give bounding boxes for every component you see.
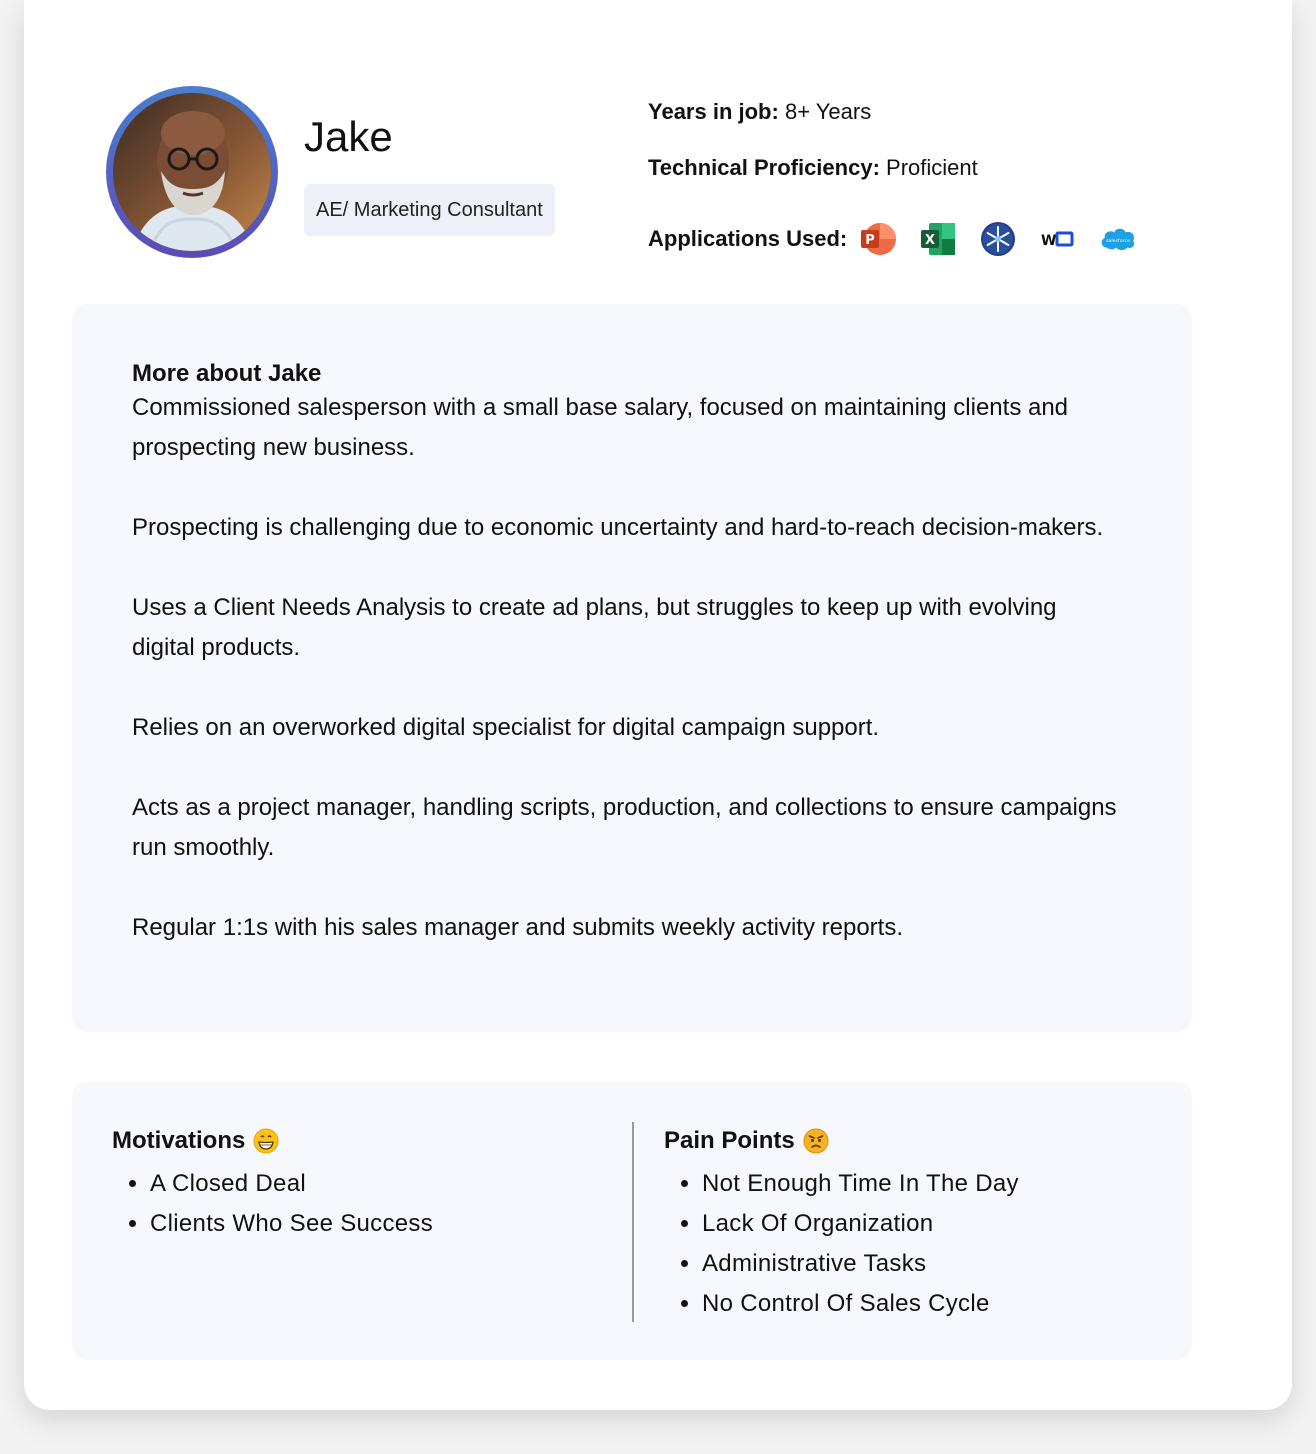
apps-label: Applications Used: (648, 226, 848, 251)
pain-points-heading (664, 1124, 1164, 1158)
about-paragraph: Relies on an overworked digital specialist for digital campaign support. (132, 714, 880, 741)
list-item: • No Control Of Sales Cycle (702, 1284, 1164, 1324)
role-badge: AE/ Marketing Consultant (304, 184, 555, 236)
list-item: • Administrative Tasks (702, 1244, 1164, 1284)
about-paragraph: Commissioned salesperson with a small base salary, focused on maintaining clients and prospecting new business. (132, 394, 1069, 461)
list-item: • A Closed Deal (150, 1164, 612, 1204)
svg-text:W: W (1041, 233, 1057, 249)
list-item: • Clients Who See Success (150, 1204, 612, 1244)
about-paragraph: Regular 1:1s with his sales manager and submits weekly activity reports. (132, 914, 903, 941)
proficiency-label: Technical Proficiency: (648, 155, 880, 180)
pain-points-column (664, 1124, 1164, 1324)
motivations-heading (112, 1124, 612, 1158)
motivations-list (112, 1164, 612, 1244)
powerpoint-icon (859, 220, 897, 258)
angry-face-icon (803, 1128, 829, 1154)
about-title: More about Jake (132, 360, 322, 387)
powerpoint-letter: P (865, 233, 876, 248)
years-in-job (648, 98, 871, 126)
about-paragraph: Prospecting is challenging due to economic uncertainty and hard-to-reach decision-makers. (132, 514, 1104, 541)
years-label: Years in job: (648, 99, 779, 124)
wo-app-icon (1039, 220, 1077, 258)
about-section (72, 304, 1192, 1032)
app-icon-list (859, 220, 1159, 258)
list-item: • Not Enough Time In The Day (702, 1164, 1164, 1204)
about-paragraph: Acts as a project manager, handling scripts, production, and collections to ensure campaigns run smoothly. (132, 794, 1117, 861)
snowflake-app-icon (979, 220, 1017, 258)
motivations-title: Motivations (112, 1127, 246, 1154)
avatar (106, 86, 278, 258)
pain-points-list (664, 1164, 1164, 1324)
about-paragraph: Uses a Client Needs Analysis to create ad plans, but struggles to keep up with evolving digital products. (132, 594, 1057, 661)
salesforce-logo-text: salesforce (1106, 238, 1131, 244)
profile-photo (113, 93, 271, 251)
grinning-face-icon (253, 1128, 279, 1154)
persona-card (24, 0, 1292, 1410)
motivations-column (112, 1124, 612, 1244)
list-item: • Lack Of Organization (702, 1204, 1164, 1244)
excel-icon (919, 220, 957, 258)
years-value: 8+ Years (784, 99, 872, 124)
applications-used (648, 220, 1159, 258)
excel-letter: X (925, 233, 936, 248)
motivations-pain-points-section (72, 1082, 1192, 1360)
pain-points-title: Pain Points (664, 1127, 795, 1154)
technical-proficiency (648, 154, 978, 182)
proficiency-value: Proficient (886, 155, 978, 180)
persona-name: Jake (304, 113, 393, 160)
salesforce-icon (1099, 220, 1137, 258)
column-divider (632, 1122, 634, 1322)
